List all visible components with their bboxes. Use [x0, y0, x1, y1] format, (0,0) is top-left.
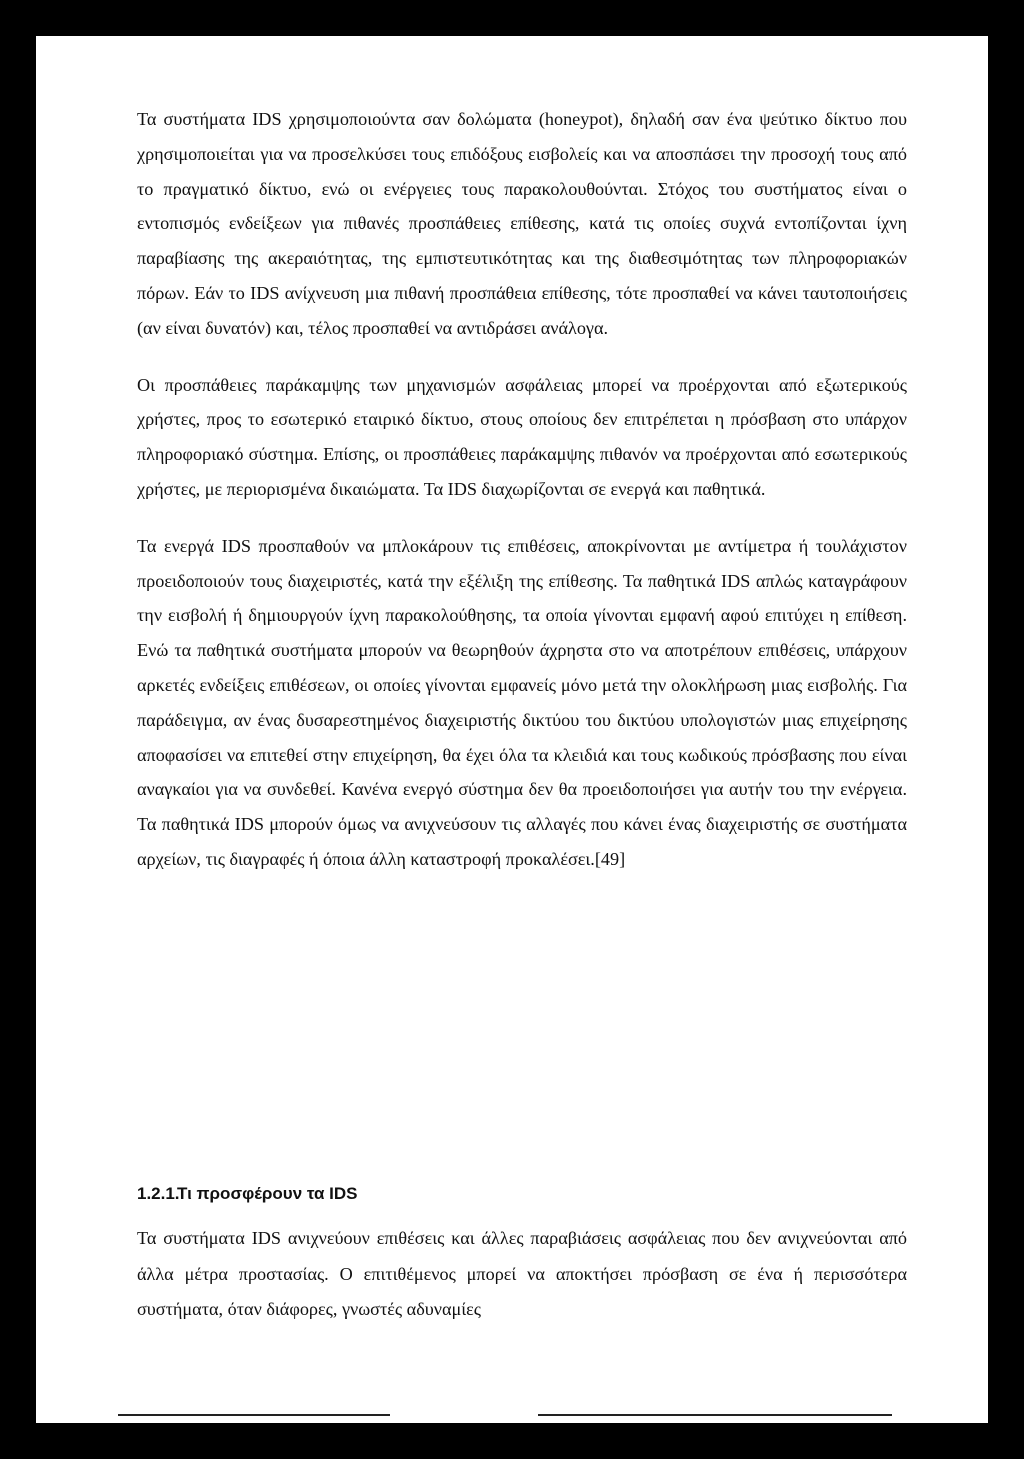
- paragraph-1: Τα συστήματα IDS χρησιμοποιούντα σαν δολώματα (honeypot), δηλαδή σαν ένα ψεύτικο δίκτυο που χρησιμοποιείται για να προσελκύσει τους επιδόξους εισβολείς και να αποσπάσει την προσοχή τους από το πραγματικό δίκτυο, ενώ οι ενέργειες τους παρακολουθούνται. Στόχος του συστήματος είναι ο εντοπισμός ενδείξεων για πιθανές προσπάθειες επίθεσης, κατά τις οποίες συχνά εντοπίζονται ίχνη παραβίασης της ακεραιότητας, της εμπιστευτικότητας και της διαθεσιμότητας των πληροφοριακών πόρων. Εάν το IDS ανίχνευση μια πιθανή προσπάθεια επίθεσης, τότε προσπαθεί να κάνει ταυτοποιήσεις (αν είναι δυνατόν) και, τέλος προσπαθεί να αντιδράσει ανάλογα.: [137, 109, 907, 338]
- section-title: Τι προσφέρουν τα IDS: [177, 1184, 358, 1203]
- section-heading: [137, 1177, 907, 1211]
- document-page: [36, 36, 988, 1423]
- paragraph-2: Οι προσπάθειες παράκαμψης των μηχανισμών ασφάλειας μπορεί να προέρχονται από εξωτερικούς χρήστες, προς το εσωτερικό εταιρικό δίκτυο, στους οποίους δεν επιτρέπεται η πρόσβαση στο υπάρχον πληροφοριακό σύστημα. Επίσης, οι προσπάθειες παράκαμψης πιθανόν να προέρχονται από εσωτερικούς χρήστες, με περιορισμένα δικαιώματα. Τα IDS διαχωρίζονται σε ενεργά και παθητικά.: [137, 374, 907, 499]
- paragraph-3: Τα ενεργά IDS προσπαθούν να μπλοκάρουν τις επιθέσεις, αποκρίνονται με αντίμετρα ή τουλάχιστον προειδοποιούν τους διαχειριστές, κατά την εξέλιξη της επίθεσης. Τα παθητικά IDS απλώς καταγράφουν την εισβολή ή δημιουργούν ίχνη παρακολούθησης, τα οποία γίνονται εμφανή αφού επιτύχει η επίθεση. Ενώ τα παθητικά συστήματα μπορούν να θεωρηθούν άχρηστα στο να αποτρέπουν επιθέσεις, υπάρχουν αρκετές ενδείξεις επιθέσεων, οι οποίες γίνονται εμφανείς μόνο μετά την ολοκλήρωση μιας εισβολής. Για παράδειγμα, αν ένας δυσαρεστημένος διαχειριστής δικτύου του δικτύου υπολογιστών μιας επιχείρησης αποφασίσει να επιτεθεί στην επιχείρηση, θα έχει όλα τα κλειδιά και τους κωδικούς πρόσβασης που είναι αναγκαίοι για να συνδεθεί. Κανένα ενεργό σύστημα δεν θα προειδοποιήσει για αυτήν του την ενέργεια. Τα παθητικά IDS μπορούν όμως να ανιχνεύσουν τις αλλαγές που κάνει ένας διαχειριστής σε συστήματα αρχείων, τις διαγραφές ή όποια άλλη καταστροφή προκαλέσει.[49]: [137, 535, 907, 869]
- footer-rule-right: [538, 1414, 892, 1416]
- body-text: [137, 102, 907, 877]
- footer-rule-left: [118, 1414, 390, 1416]
- section-paragraph: Τα συστήματα IDS ανιχνεύουν επιθέσεις και άλλες παραβιάσεις ασφάλειας που δεν ανιχνεύονται από άλλα μέτρα προστασίας. Ο επιτιθέμενος μπορεί να αποκτήσει πρόσβαση σε ένα ή περισσότερα συστήματα, όταν διάφορες, γνωστές αδυναμίες: [137, 1228, 907, 1319]
- section-body: [137, 1221, 907, 1328]
- section-number: 1.2.1.: [137, 1184, 180, 1203]
